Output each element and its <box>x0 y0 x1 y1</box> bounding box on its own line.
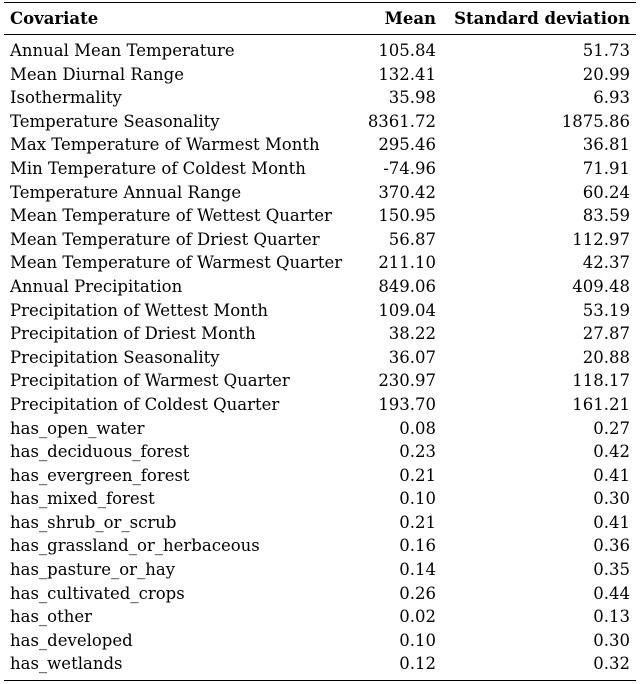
table-row <box>4 464 636 488</box>
standard-deviation-value-cell: 112.97 <box>572 229 630 249</box>
covariate-statistics-table <box>4 2 636 681</box>
covariate-name-cell: Min Temperature of Coldest Month <box>10 158 306 178</box>
mean-value-cell: 0.08 <box>399 418 437 438</box>
header-covariate: Covariate <box>10 8 99 28</box>
mean-value-cell: 0.02 <box>399 607 437 627</box>
covariate-name-cell: has_other <box>10 607 93 627</box>
covariate-name-cell: Max Temperature of Warmest Month <box>10 135 320 155</box>
table-row <box>4 369 636 393</box>
table-row <box>4 534 636 558</box>
covariate-name-cell: Annual Precipitation <box>10 276 183 296</box>
standard-deviation-value-cell: 27.87 <box>582 324 630 344</box>
header-mean: Mean <box>384 8 437 28</box>
standard-deviation-value-cell: 83.59 <box>582 206 630 226</box>
covariate-name-cell: has_mixed_forest <box>10 489 155 509</box>
mean-value-cell: 35.98 <box>388 88 437 108</box>
mean-value-cell: 0.10 <box>399 489 437 509</box>
standard-deviation-value-cell: 1875.86 <box>561 111 630 131</box>
header-row <box>4 3 636 35</box>
standard-deviation-value-cell: 0.41 <box>593 465 630 485</box>
table-row <box>4 558 636 582</box>
standard-deviation-value-cell: 0.44 <box>593 583 630 603</box>
table-row <box>4 228 636 252</box>
standard-deviation-value-cell: 0.30 <box>593 630 630 650</box>
table-row <box>4 157 636 181</box>
table-row <box>4 346 636 370</box>
table-row <box>4 204 636 228</box>
mean-value-cell: 56.87 <box>388 229 437 249</box>
covariate-name-cell: has_deciduous_forest <box>10 442 190 462</box>
covariate-name-cell: Mean Diurnal Range <box>10 64 184 84</box>
standard-deviation-value-cell: 20.99 <box>582 64 630 84</box>
standard-deviation-value-cell: 51.73 <box>582 41 630 60</box>
standard-deviation-value-cell: 36.81 <box>582 135 630 155</box>
covariate-name-cell: has_open_water <box>10 418 145 438</box>
mean-value-cell: 109.04 <box>378 300 437 320</box>
table-row <box>4 86 636 110</box>
table-row <box>4 511 636 535</box>
mean-value-cell: 36.07 <box>388 347 437 367</box>
covariate-name-cell: Mean Temperature of Warmest Quarter <box>10 253 343 273</box>
covariate-name-cell: has_shrub_or_scrub <box>10 512 177 532</box>
standard-deviation-value-cell: 409.48 <box>572 276 630 296</box>
table-row <box>4 487 636 511</box>
mean-value-cell: 230.97 <box>378 371 437 391</box>
covariate-name-cell: Mean Temperature of Driest Quarter <box>10 229 320 249</box>
table-row <box>4 299 636 323</box>
table-row <box>4 133 636 157</box>
covariate-name-cell: Precipitation of Warmest Quarter <box>10 371 290 391</box>
covariate-name-cell: Precipitation of Driest Month <box>10 324 256 344</box>
table-header <box>4 3 636 35</box>
header-standard-deviation: Standard deviation <box>454 8 630 28</box>
table-row <box>4 629 636 653</box>
standard-deviation-value-cell: 161.21 <box>572 394 630 414</box>
covariate-name-cell: has_pasture_or_hay <box>10 560 176 580</box>
mean-value-cell: 105.84 <box>378 41 437 60</box>
covariate-name-cell: has_developed <box>10 630 133 650</box>
covariate-name-cell: Isothermality <box>10 88 122 108</box>
mean-value-cell: 150.95 <box>378 206 437 226</box>
covariate-name-cell: Annual Mean Temperature <box>10 41 235 60</box>
table-row <box>4 181 636 205</box>
covariate-name-cell: Precipitation of Coldest Quarter <box>10 394 280 414</box>
mean-value-cell: 370.42 <box>378 182 437 202</box>
covariate-name-cell: Precipitation of Wettest Month <box>10 300 269 320</box>
mean-value-cell: 0.14 <box>399 560 437 580</box>
standard-deviation-value-cell: 118.17 <box>572 371 630 391</box>
table-row <box>4 275 636 299</box>
covariate-name-cell: Precipitation Seasonality <box>10 347 220 367</box>
standard-deviation-value-cell: 6.93 <box>593 88 630 108</box>
table-row <box>4 440 636 464</box>
covariate-name-cell: Temperature Annual Range <box>10 182 242 202</box>
covariate-name-cell: Mean Temperature of Wettest Quarter <box>10 206 332 226</box>
mean-value-cell: 8361.72 <box>367 111 437 131</box>
covariate-name-cell: has_evergreen_forest <box>10 465 190 485</box>
mean-value-cell: 211.10 <box>378 253 437 273</box>
covariate-name-cell: has_wetlands <box>10 654 123 674</box>
table-row <box>4 110 636 134</box>
mean-value-cell: 0.10 <box>399 630 437 650</box>
table-row <box>4 652 636 680</box>
table-body <box>4 35 636 681</box>
standard-deviation-value-cell: 0.27 <box>593 418 630 438</box>
mean-value-cell: 0.23 <box>399 442 437 462</box>
table-row <box>4 605 636 629</box>
covariate-name-cell: Temperature Seasonality <box>10 111 220 131</box>
mean-value-cell: 0.16 <box>399 536 437 556</box>
standard-deviation-value-cell: 0.35 <box>593 560 630 580</box>
table-row <box>4 417 636 441</box>
table-row <box>4 63 636 87</box>
standard-deviation-value-cell: 0.32 <box>593 654 630 674</box>
table-row <box>4 393 636 417</box>
table-row <box>4 251 636 275</box>
table-row <box>4 582 636 606</box>
standard-deviation-value-cell: 20.88 <box>582 347 630 367</box>
standard-deviation-value-cell: 60.24 <box>582 182 630 202</box>
table-row <box>4 35 636 63</box>
standard-deviation-value-cell: 0.36 <box>593 536 630 556</box>
mean-value-cell: 0.21 <box>399 465 437 485</box>
mean-value-cell: 132.41 <box>378 64 437 84</box>
mean-value-cell: -74.96 <box>383 158 437 178</box>
mean-value-cell: 0.26 <box>399 583 437 603</box>
standard-deviation-value-cell: 0.13 <box>593 607 630 627</box>
standard-deviation-value-cell: 0.30 <box>593 489 630 509</box>
standard-deviation-value-cell: 53.19 <box>582 300 630 320</box>
standard-deviation-value-cell: 0.42 <box>593 442 630 462</box>
table-row <box>4 322 636 346</box>
standard-deviation-value-cell: 42.37 <box>582 253 630 273</box>
mean-value-cell: 849.06 <box>378 276 437 296</box>
covariate-name-cell: has_grassland_or_herbaceous <box>10 536 260 556</box>
standard-deviation-value-cell: 71.91 <box>582 158 630 178</box>
covariate-name-cell: has_cultivated_crops <box>10 583 185 603</box>
mean-value-cell: 0.12 <box>399 654 437 674</box>
mean-value-cell: 38.22 <box>388 324 437 344</box>
mean-value-cell: 295.46 <box>378 135 437 155</box>
mean-value-cell: 193.70 <box>378 394 437 414</box>
mean-value-cell: 0.21 <box>399 512 437 532</box>
standard-deviation-value-cell: 0.41 <box>593 512 630 532</box>
